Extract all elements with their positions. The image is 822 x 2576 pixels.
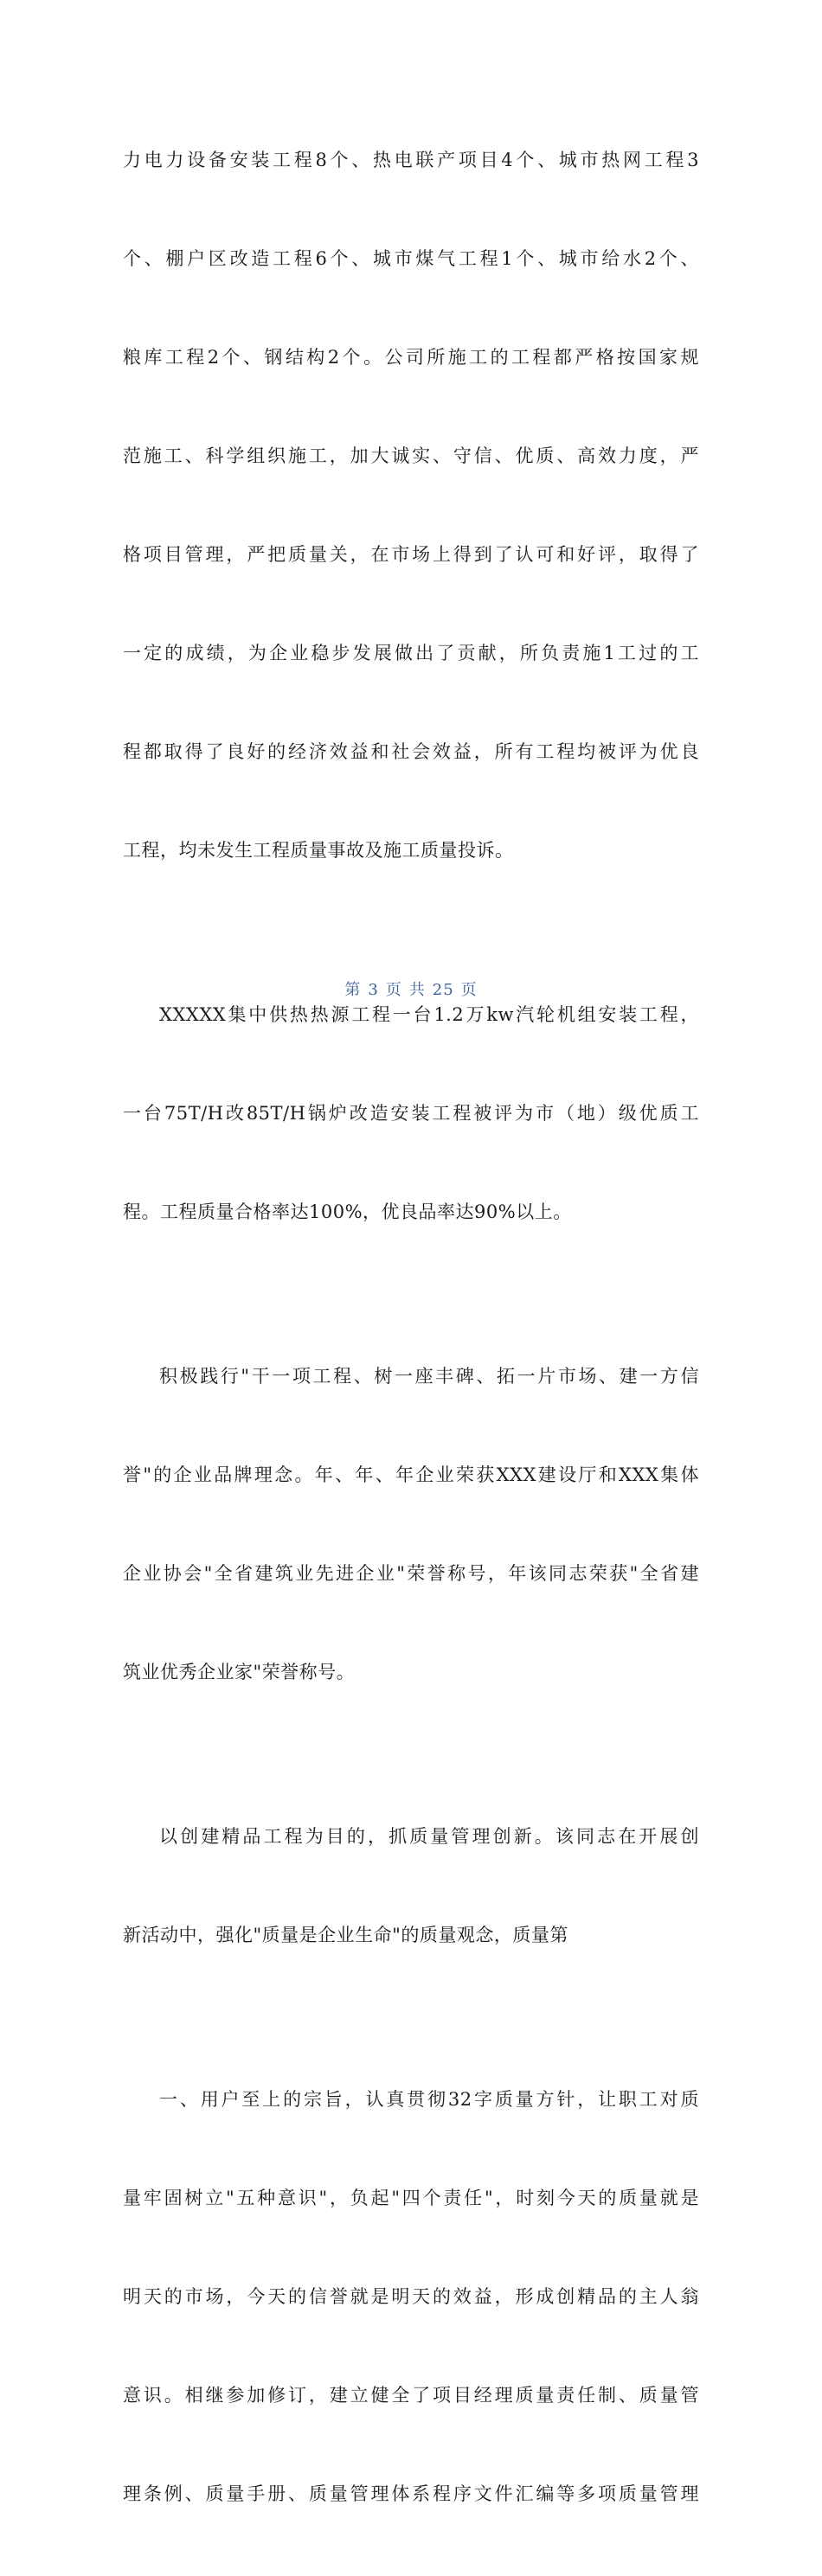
- footer-total-word: 共: [408, 981, 426, 999]
- text-line: 力电力设备安装工程8个、热电联产项目4个、城市热网工程3: [123, 150, 699, 170]
- text-line: 一台75T/H改85T/H锅炉改造安装工程被评为市（地）级优质工: [123, 1103, 699, 1124]
- paragraph-1: [123, 78, 699, 932]
- text-line: 程。工程质量合格率达100%，优良品率达90%以上。: [123, 1201, 572, 1222]
- document-body: [123, 78, 699, 2576]
- text-line: 理条例、质量手册、质量管理体系程序文件汇编等多项质量管理: [123, 2483, 699, 2504]
- text-line: 范施工、科学组织施工，加大诚实、守信、优质、高效力度，严: [123, 445, 699, 466]
- text-line: 量牢固树立"五种意识"，负起"四个责任"，时刻今天的质量就是: [123, 2188, 699, 2208]
- text-line: 明天的市场，今天的信誉就是明天的效益，形成创精品的主人翁: [123, 2286, 699, 2307]
- footer-prefix: 第: [344, 981, 362, 999]
- text-line: XXXXX集中供热热源工程一台1.2万kw汽轮机组安装工程，: [159, 1004, 699, 1025]
- text-line: 誉"的企业品牌理念。年、年、年企业荣获XXX建设厅和XXX集体: [123, 1464, 699, 1485]
- text-line: 工程，均未发生工程质量事故及施工质量投诉。: [123, 840, 514, 861]
- text-line: 一、用户至上的宗旨，认真贯彻32字质量方针，让职工对质: [159, 2089, 699, 2110]
- footer-page-word: 页: [385, 981, 402, 999]
- page-footer: [0, 977, 822, 1000]
- text-line: 意识。相继参加修订，建立健全了项目经理质量责任制、质量管: [123, 2385, 699, 2406]
- paragraph-5: [123, 2017, 699, 2576]
- text-line: 筑业优秀企业家"荣誉称号。: [123, 1662, 356, 1682]
- text-line: 格项目管理，严把质量关，在市场上得到了认可和好评，取得了: [123, 544, 699, 565]
- current-page-number: 3: [368, 981, 379, 999]
- text-line: 企业协会"全省建筑业先进企业"荣誉称号，年该同志荣获"全省建: [123, 1563, 699, 1584]
- text-line: 新活动中，强化"质量是企业生命"的质量观念，质量第: [123, 1925, 568, 1945]
- paragraph-4: [123, 1754, 699, 2017]
- paragraph-3: [123, 1294, 699, 1754]
- text-line: 个、棚户区改造工程6个、城市煤气工程1个、城市给水2个、: [123, 248, 699, 269]
- text-line: 程都取得了良好的经济效益和社会效益，所有工程均被评为优良: [123, 741, 699, 762]
- total-pages-number: 25: [432, 981, 454, 999]
- text-line: 以创建精品工程为目的，抓质量管理创新。该同志在开展创: [159, 1826, 699, 1847]
- text-line: 一定的成绩，为企业稳步发展做出了贡献，所负责施1工过的工: [123, 643, 699, 663]
- text-line: 积极践行"干一项工程、树一座丰碑、拓一片市场、建一方信: [159, 1366, 699, 1387]
- text-line: 粮库工程2个、钢结构2个。公司所施工的工程都严格按国家规: [123, 347, 699, 368]
- footer-suffix: 页: [460, 981, 478, 999]
